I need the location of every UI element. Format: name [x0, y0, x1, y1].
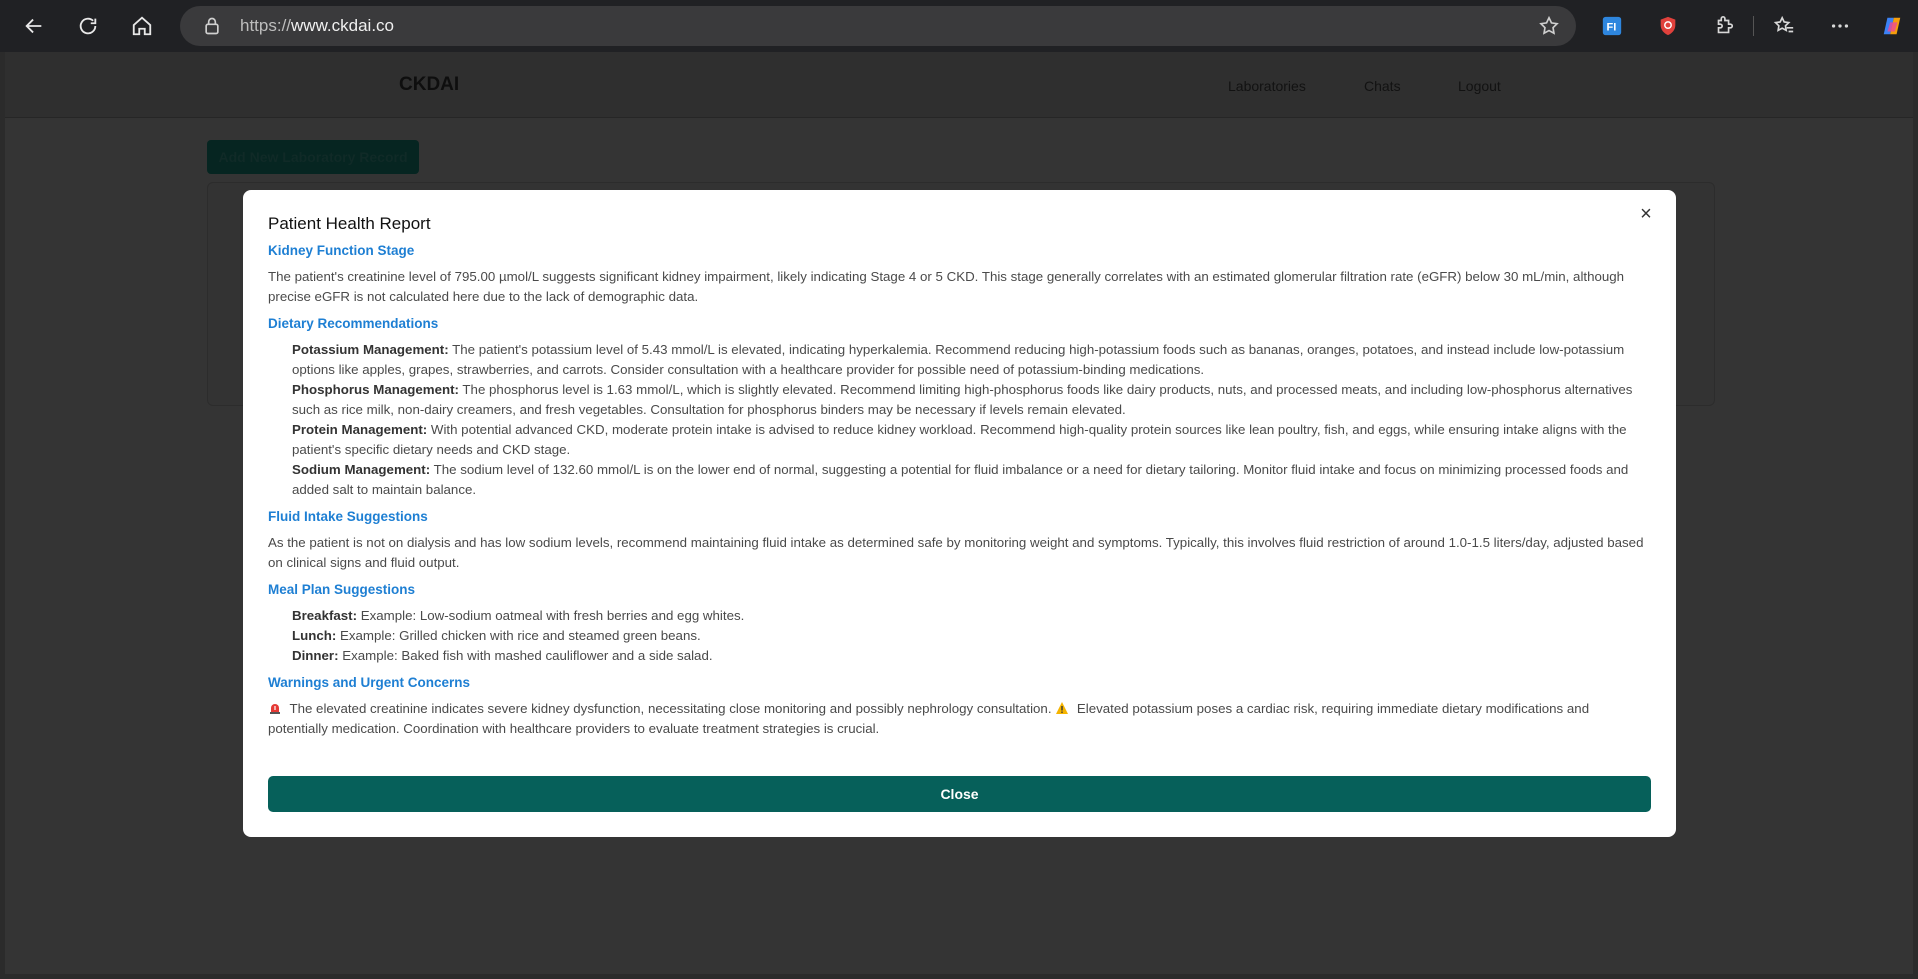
- warning-icon: [1055, 701, 1069, 715]
- list-item: Dinner: Example: Baked fish with mashed cauliflower and a side salad.: [292, 648, 713, 663]
- nav-laboratories[interactable]: Laboratories: [1228, 78, 1306, 94]
- dietary-list: [268, 340, 1651, 500]
- section-title-meal: Meal Plan Suggestions: [268, 582, 416, 597]
- extension-fi-icon[interactable]: [1598, 12, 1626, 40]
- list-item: Potassium Management: The patient's potassium level of 5.43 mmol/L is elevated, indicating hyperkalemia. Recommend reducing high-potassium foods such as bananas, oranges, potatoes, and instead include low-potassium options like apples, grapes, strawberries, and carrots. Consider consultation with a healthcare provider for possible need of potassium-binding medications.: [292, 342, 1625, 377]
- shield-icon[interactable]: [1654, 12, 1682, 40]
- add-laboratory-record-button[interactable]: Add New Laboratory Record: [207, 140, 419, 174]
- section-title-warnings: Warnings and Urgent Concerns: [268, 675, 471, 690]
- puzzle-icon[interactable]: [1710, 12, 1738, 40]
- browser-toolbar: [0, 0, 1918, 52]
- nav-chats[interactable]: Chats: [1364, 78, 1401, 94]
- fluid-text: As the patient is not on dialysis and has low sodium levels, recommend maintaining fluid intake as determined safe by monitoring weight and symptoms. Typically, this involves fluid restriction of around 1.0-1.5 liters/day, adjusted based on clinical signs and fluid output.: [268, 535, 1644, 570]
- meal-list: [268, 606, 1651, 666]
- siren-icon: [268, 701, 282, 715]
- star-icon[interactable]: [1538, 15, 1560, 37]
- list-item: Sodium Management: The sodium level of 132.60 mmol/L is on the lower end of normal, suggesting a potential for fluid imbalance or a need for dietary tailoring. Monitor fluid intake and focus on minimizing processed foods and added salt to maintain balance.: [292, 462, 1629, 497]
- brand-logo[interactable]: CKDAI: [399, 74, 460, 95]
- warnings-text: The elevated creatinine indicates severe kidney dysfunction, necessitating close monitoring and possibly nephrology consultation. Elevated potassium poses a cardiac risk, requiring immediate dietary modifications and potentially medication. Coordination with healthcare providers to evaluate treatment strategies is crucial.: [268, 701, 1590, 736]
- refresh-icon[interactable]: [68, 6, 108, 46]
- list-item: Phosphorus Management: The phosphorus level is 1.63 mmol/L, which is slightly elevated. Recommend limiting high-phosphorus foods like dairy products, nuts, and processed meats, and including low-phosphorus alternatives such as rice milk, non-dairy creamers, and fresh vegetables. Consultation for phosphorus binders may be necessary if levels remain elevated.: [292, 382, 1633, 417]
- section-title-dietary: Dietary Recommendations: [268, 316, 439, 331]
- patient-health-report-modal: [243, 190, 1676, 837]
- kidney-text: The patient's creatinine level of 795.00 µmol/L suggests significant kidney impairment, likely indicating Stage 4 or 5 CKD. This stage generally correlates with an estimated glomerular filtration rate (eGFR) below 30 mL/min, although precise eGFR is not calculated here due to the lack of demographic data.: [268, 269, 1625, 304]
- list-item: Protein Management: With potential advanced CKD, moderate protein intake is advised to reduce kidney workload. Recommend high-quality protein sources like lean poultry, fish, and eggs, while ensuring intake aligns with the patient's specific dietary needs and CKD stage.: [292, 422, 1627, 457]
- url-text[interactable]: https://www.ckdai.co: [240, 16, 395, 35]
- favorites-icon[interactable]: [1770, 12, 1798, 40]
- copilot-icon[interactable]: [1878, 12, 1906, 40]
- home-icon[interactable]: [122, 6, 162, 46]
- close-icon[interactable]: ×: [1640, 203, 1652, 225]
- nav-logout[interactable]: Logout: [1458, 78, 1501, 94]
- section-title-kidney: Kidney Function Stage: [268, 243, 415, 258]
- back-icon[interactable]: [14, 6, 54, 46]
- lock-icon[interactable]: [202, 16, 222, 36]
- close-button[interactable]: Close: [268, 776, 1651, 812]
- more-icon[interactable]: [1826, 12, 1854, 40]
- address-bar[interactable]: [180, 6, 1576, 46]
- modal-title: Patient Health Report: [268, 214, 431, 233]
- list-item: Lunch: Example: Grilled chicken with rice and steamed green beans.: [292, 628, 701, 643]
- svg-text:FI: FI: [1606, 21, 1617, 34]
- toolbar-divider: [1753, 16, 1754, 36]
- list-item: Breakfast: Example: Low-sodium oatmeal with fresh berries and egg whites.: [292, 608, 745, 623]
- section-title-fluid: Fluid Intake Suggestions: [268, 509, 428, 524]
